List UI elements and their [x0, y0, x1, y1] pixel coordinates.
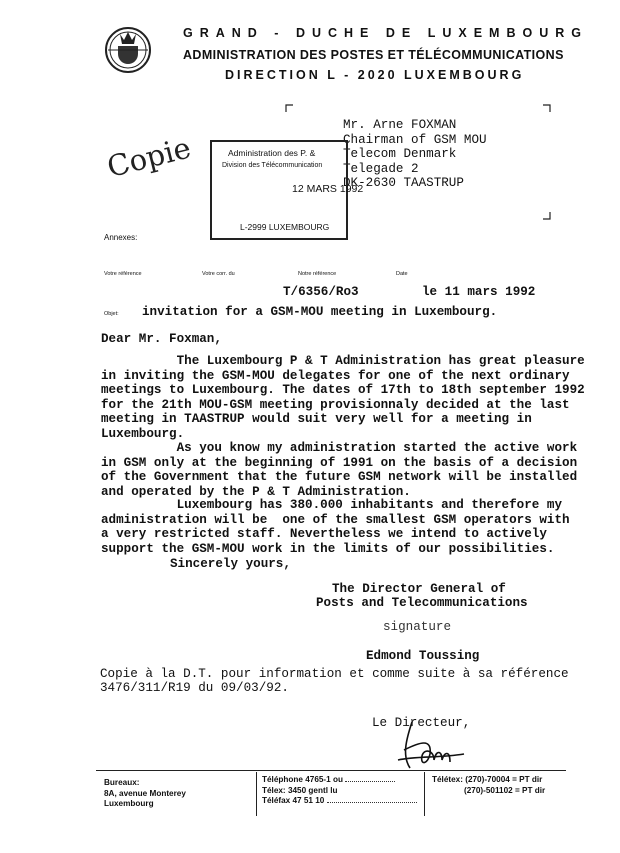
- stamp-city: L-2999 LUXEMBOURG: [240, 222, 330, 232]
- date-label: Date: [396, 271, 408, 277]
- objet-label: Objet:: [104, 311, 119, 317]
- recipient-line: Telegade 2: [343, 161, 419, 176]
- footer-line: Téléphone 4765-1 ou: [262, 775, 417, 786]
- header-country: GRAND - DUCHE DE LUXEMBOURG: [183, 26, 588, 40]
- body-paragraph: Luxembourg has 380.000 inhabitants and therefore my administration will be one of the smallest GSM operators with a very restricted staff. Nevertheless we intend to actively support the GSM-MOU work in the limits of our possibilities.: [101, 498, 570, 556]
- footer-line: Luxembourg: [104, 799, 154, 808]
- salutation: Dear Mr. Foxman,: [101, 332, 222, 346]
- recipient-line: Mr. Arne FOXMAN: [343, 118, 457, 132]
- copy-note-line: 3476/311/R19 du 09/03/92.: [100, 681, 289, 695]
- body-paragraph: The Luxembourg P & T Administration has great pleasure in inviting the GSM-MOU delegates for one of the next ordinary meetings to Luxembourg. The dates of 17th to 18th september 1992 for the 21th MOU-GSM meeting provisionnaly decided at the last meeting in TAASTRUP would suit very well for a meeting in Luxembourg.: [101, 354, 585, 441]
- footer-divider-v: [256, 772, 257, 816]
- footer-line: Téléfax 47 51 10: [262, 796, 417, 807]
- votre-corr-label: Votre corr. du: [202, 271, 235, 277]
- recipient-line: DK-2630 TAASTRUP: [343, 176, 464, 190]
- footer-line: Télétex: (270)-70004 = PT dir: [432, 775, 543, 784]
- stamp-date: 12 MARS 1992: [292, 183, 364, 195]
- recipient-line: Telecom Denmark: [343, 147, 457, 161]
- copy-note-line: Copie à la D.T. pour information et comme suite à sa référence: [100, 667, 569, 681]
- footer-telex: [432, 775, 545, 796]
- signature-note: signature: [383, 620, 452, 634]
- footer-divider: [96, 770, 566, 771]
- copie-stamp: Copie: [103, 130, 195, 184]
- footer-phone: [262, 775, 417, 807]
- coat-of-arms-logo: [102, 22, 154, 74]
- body-paragraph: As you know my administration started the active work in GSM only at the beginning of 1991 on the basis of a decision of the Government that the future GSM network will be installed and operated by the P & T Administration.: [101, 441, 578, 499]
- signatory-name: Edmond Toussing: [366, 649, 480, 663]
- votre-ref-label: Votre référence: [104, 271, 142, 277]
- objet-text: invitation for a GSM-MOU meeting in Luxembourg.: [142, 305, 498, 319]
- recipient-line: Chairman of GSM MOU: [343, 132, 487, 147]
- stamp-line: Division des Télécommunication: [222, 162, 323, 169]
- notre-ref-value: T/6356/Ro3: [283, 285, 359, 299]
- footer-divider-v: [424, 772, 425, 816]
- handwritten-signature: [390, 720, 470, 772]
- received-date-stamp: [210, 140, 364, 240]
- footer-bureaux: [104, 778, 186, 810]
- directeur-line: Le Directeur,: [372, 716, 471, 730]
- notre-ref-label: Notre référence: [298, 271, 337, 277]
- footer-line: 8A, avenue Monterey: [104, 788, 186, 798]
- letter-date: le 11 mars 1992: [422, 285, 536, 299]
- footer-line: (270)-501102 = PT dir: [464, 785, 546, 795]
- header-administration: ADMINISTRATION DES POSTES ET TÉLÉCOMMUNICATIONS: [183, 48, 564, 62]
- signatory-title: The Director General of: [332, 582, 506, 596]
- footer-line: Télex: 3450 gentl lu: [262, 785, 338, 795]
- header-direction: DIRECTION L - 2020 LUXEMBOURG: [225, 68, 525, 82]
- annexes-label: Annexes:: [104, 233, 138, 242]
- closing: Sincerely yours,: [170, 557, 291, 571]
- footer-line: Bureaux:: [104, 778, 140, 787]
- recipient-address: [343, 118, 487, 191]
- signatory-title: Posts and Telecommunications: [316, 596, 528, 610]
- stamp-line: Administration des P. &: [228, 148, 316, 158]
